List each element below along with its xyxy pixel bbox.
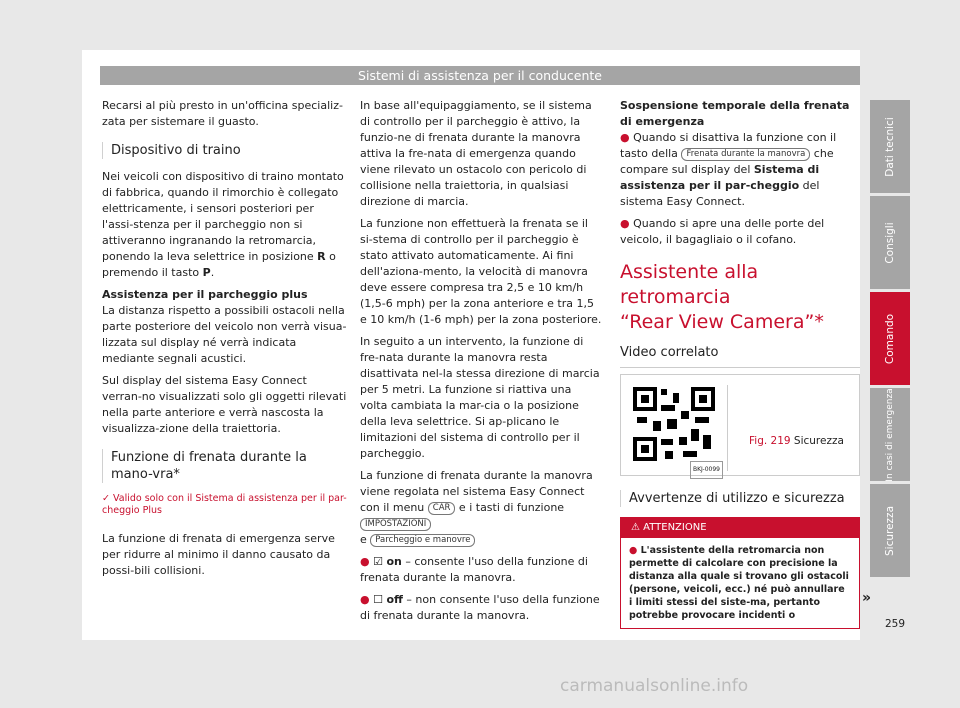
paragraph: La funzione di frenata di emergenza serve per ridurre al minimo il danno causato da possi-bili collisioni.: [102, 532, 335, 577]
bullet-2: ● Quando si apre una delle porte del veicolo, il bagagliaio o il cofano.: [620, 217, 825, 246]
warning-triangle-icon: ⚠: [631, 522, 644, 533]
section-heading: Funzione di frenata durante la mano-vra*: [102, 449, 348, 483]
paragraph: Nei veicoli con dispositivo di traino montato di fabbrica, quando il rimorchio è collegato elettricamente, i sensori posteriori per l'assi-stenza per il parcheggio non si attiveranno ingranando la retromarcia, ponendo la leva selettrice in posizione R o premendo il tasto P.: [102, 170, 344, 279]
warning-box: [620, 517, 860, 629]
section-heading: Dispositivo di traino: [102, 142, 348, 159]
bullet-icon: ●: [360, 593, 374, 606]
tab-dati-tecnici[interactable]: Dati tecnici: [870, 100, 910, 193]
bullet-icon: ●: [620, 217, 634, 230]
paragraph: Sul display del sistema Easy Connect verran-no visualizzati solo gli oggetti rilevati nella parte anteriore e verrà nascosta la visualizza-zione della traiettoria.: [102, 374, 347, 435]
paragraph: La funzione di frenata durante la manovra viene regolata nel sistema Easy Connect con il menu CAR e i tasti di funzione IMPOSTAZIONI e Parcheggio e manovre: [360, 469, 593, 546]
figure-219: [620, 374, 860, 476]
option-off: ● ☐ off – non consente l'uso della funzione di frenata durante la manovra.: [360, 593, 600, 622]
column-2: [360, 98, 602, 630]
paragraph: In seguito a un intervento, la funzione di fre-nata durante la manovra resta disattivata nel-la stessa direzione di marcia per 5 metri. La funzione si riattiva una volta cambiata la mar-cia o la posizione della leva selettrice. Si ap-plicano le limitazioni del sistema di controllo per il parcheggio.: [360, 335, 600, 460]
bullet-icon: ●: [620, 131, 634, 144]
bullet-icon: ●: [360, 555, 374, 568]
page-header: Sistemi di assistenza per il conducente: [100, 66, 860, 85]
tab-sicurezza[interactable]: Sicurezza: [870, 484, 910, 577]
parking-key-icon: P: [202, 266, 211, 279]
tab-consigli[interactable]: Consigli: [870, 196, 910, 289]
figure-caption: Fig. 219 Sicurezza: [749, 435, 844, 447]
impostazioni-key: IMPOSTAZIONI: [360, 518, 431, 531]
qr-code-icon: [631, 385, 728, 471]
continue-arrow-icon: »: [862, 590, 872, 606]
warning-text: ● L'assistente della retromarcia non permette di calcolare con precisione la distanza alla quale si trovano gli ostacoli (persone, veicoli, ecc.) né può annullare i limiti stessi del siste-ma, pertanto potrebbe provocare incidenti o: [629, 545, 849, 621]
option-on: ● ☑ on – consente l'uso della funzione di frenata durante la manovra.: [360, 555, 588, 584]
car-key: CAR: [428, 502, 456, 515]
video-heading: Video correlato: [620, 345, 719, 360]
checked-box-icon: ☑: [373, 555, 387, 568]
paragraph: In base all'equipaggiamento, se il sistema di controllo per il parcheggio è attivo, la funzio-ne di frenata durante la manovra attiva la fre-nata di emergenza quando viene rilevato un ostacolo con pericolo di collisione nella traiettoria, in qualsiasi direzione di marcia.: [360, 99, 592, 208]
divider: [620, 367, 860, 368]
paragraph: La funzione non effettuerà la frenata se il si-stema di controllo per il parcheggio è stato attivato automaticamente. Ai fini dell'aziona-mento, la velocità di manovra deve essere compresa tra 2,5 e 10 km/h (1,5-6 mph) per la zona anteriore e tra 1,5 e 10 km/h (1-6 mph) per la zona posteriore.: [360, 217, 602, 326]
qr-caption: BKJ-0099: [690, 461, 723, 479]
tab-comando[interactable]: Comando: [870, 292, 910, 385]
subheading: Sospensione temporale della frenata di emergenza: [620, 99, 850, 128]
paragraph: Recarsi al più presto in un'officina specializ-zata per sistemare il guasto.: [102, 99, 343, 128]
chapter-title: Assistente alla retromarcia “Rear View Camera”*: [620, 261, 824, 333]
frenata-key: Frenata durante la manovra: [681, 148, 810, 161]
page-number: 259: [885, 618, 906, 630]
tab-emergenza[interactable]: In casi di emergenza: [870, 388, 910, 481]
column-1: [102, 98, 348, 585]
chapter-tabs: [870, 100, 910, 580]
parcheggio-key: Parcheggio e manovre: [370, 534, 475, 547]
empty-box-icon: ☐: [373, 593, 387, 606]
warning-header: ⚠ ATTENZIONE: [621, 518, 859, 538]
check-icon: ✓: [102, 493, 113, 504]
subheading: Assistenza per il parcheggio plus: [102, 288, 308, 301]
watermark: carmanualsonline.info: [560, 676, 749, 696]
paragraph: La distanza rispetto a possibili ostacoli nella parte posteriore del veicolo non verrà visua-lizzata sul display né verrà indicata mediante segnali acustici.: [102, 304, 347, 365]
section-heading: Avvertenze di utilizzo e sicurezza: [620, 490, 860, 507]
bullet-icon: ●: [629, 545, 641, 556]
validity-note: ✓ Valido solo con il Sistema di assistenza per il par-cheggio Plus: [102, 493, 347, 516]
bullet-1: ● Quando si disattiva la funzione con il tasto della Frenata durante la manovra che compare sul display del Sistema di assistenza per il par-cheggio del sistema Easy Connect.: [620, 131, 837, 208]
column-3: [620, 98, 860, 629]
